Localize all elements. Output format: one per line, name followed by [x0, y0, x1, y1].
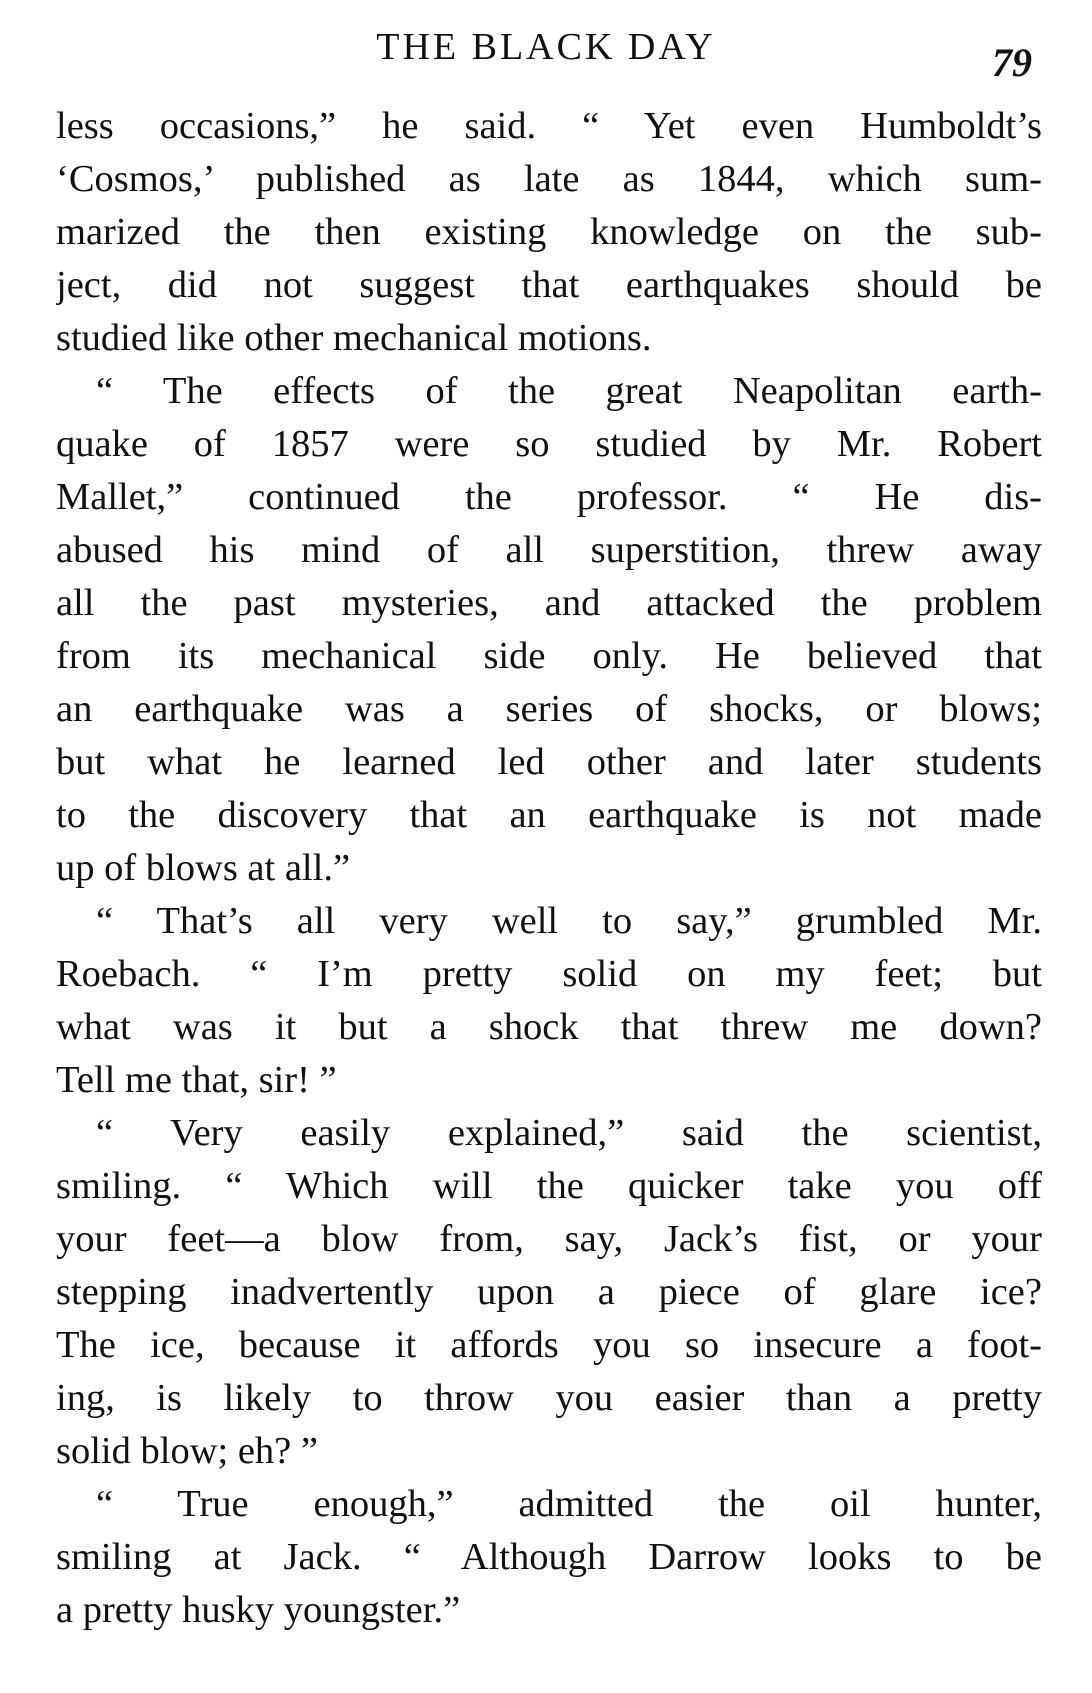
text-line: The ice, because it affords you so insecure a foot-: [56, 1324, 1042, 1366]
page-number: 79: [992, 40, 1032, 85]
text-line: stepping inadvertently upon a piece of glare ice?: [56, 1271, 1042, 1313]
text-line: up of blows at all.”: [56, 847, 351, 889]
text-line: quake of 1857 were so studied by Mr. Robert: [56, 423, 1042, 465]
text-line: all the past mysteries, and attacked the problem: [56, 582, 1042, 624]
text-line: ‘Cosmos,’ published as late as 1844, which sum-: [56, 158, 1042, 200]
text-line: “ That’s all very well to say,” grumbled Mr.: [96, 900, 1042, 942]
text-line: to the discovery that an earthquake is not made: [56, 794, 1042, 836]
text-line: Tell me that, sir! ”: [56, 1059, 337, 1101]
running-title: THE BLACK DAY: [376, 26, 716, 68]
text-line: but what he learned led other and later students: [56, 741, 1042, 783]
text-line: studied like other mechanical motions.: [56, 317, 652, 359]
text-line: smiling. “ Which will the quicker take you off: [56, 1165, 1042, 1207]
text-line: Mallet,” continued the professor. “ He dis-: [56, 476, 1042, 518]
text-line: a pretty husky youngster.”: [56, 1589, 461, 1631]
text-line: marized the then existing knowledge on the sub-: [56, 211, 1042, 253]
text-line: what was it but a shock that threw me down?: [56, 1006, 1042, 1048]
text-line: solid blow; eh? ”: [56, 1430, 318, 1472]
text-line: Roebach. “ I’m pretty solid on my feet; but: [56, 953, 1042, 995]
text-line: smiling at Jack. “ Although Darrow looks to be: [56, 1536, 1042, 1578]
body-text: [56, 100, 1042, 1637]
text-line: an earthquake was a series of shocks, or blows;: [56, 688, 1042, 730]
text-line: ject, did not suggest that earthquakes should be: [56, 264, 1042, 306]
running-head: [60, 22, 1032, 85]
text-line: ing, is likely to throw you easier than a pretty: [56, 1377, 1042, 1419]
text-line: “ The effects of the great Neapolitan earth-: [96, 370, 1042, 412]
text-line: “ Very easily explained,” said the scientist,: [96, 1112, 1042, 1154]
text-line: abused his mind of all superstition, threw away: [56, 529, 1042, 571]
text-line: from its mechanical side only. He believed that: [56, 635, 1042, 677]
text-line: your feet—a blow from, say, Jack’s fist, or your: [56, 1218, 1042, 1260]
text-line: less occasions,” he said. “ Yet even Humboldt’s: [56, 105, 1042, 147]
text-line: “ True enough,” admitted the oil hunter,: [96, 1483, 1042, 1525]
